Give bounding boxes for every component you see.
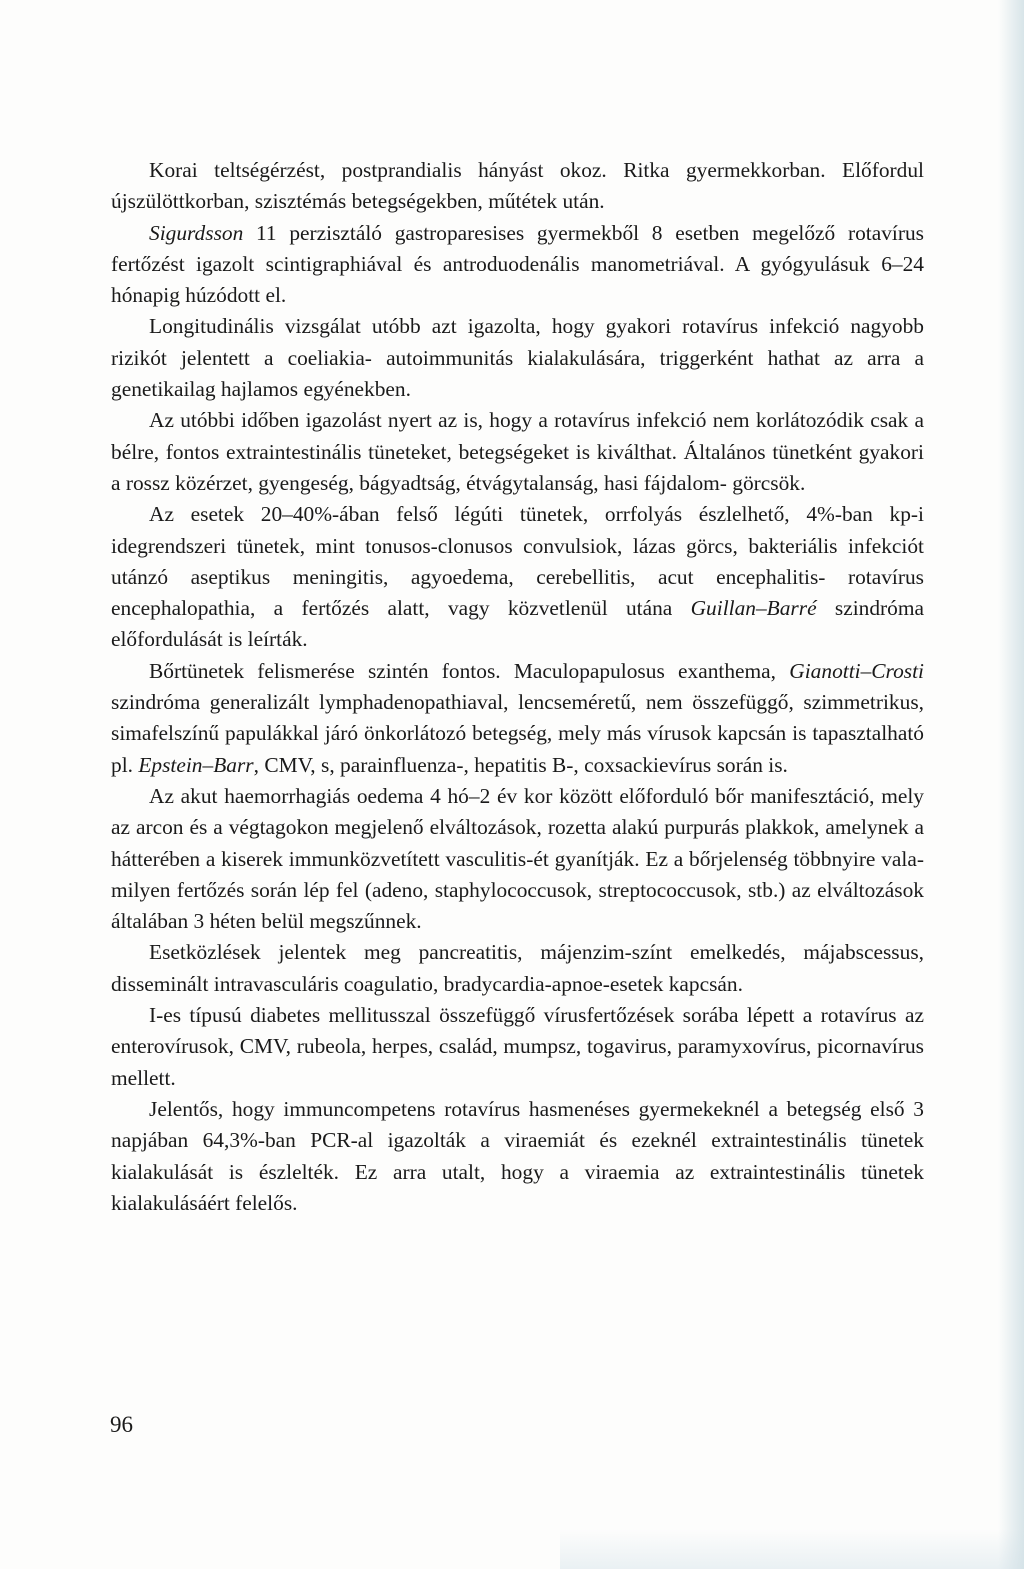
paragraph: [111, 1094, 924, 1219]
paragraph: [111, 311, 924, 405]
paragraph: [111, 155, 924, 218]
paragraph-text: Bőrtünetek felismerése szintén fontos. Maculopapulosus exanthema,: [149, 658, 790, 683]
page-bottom-shadow: [560, 1529, 1024, 1569]
paragraph: [111, 1000, 924, 1094]
paragraph: [111, 405, 924, 499]
paragraph-text: I-es típusú diabetes mellitusszal összefüggő vírusfertőzések sorába lépett a rotavírus az enterovírusok, CMV, rubeola, herpes, család, mumpsz, togavirus, paramyxovírus, picornavírus mellett.: [111, 1003, 924, 1090]
paragraph-text: 11 perzisztáló gastroparesises gyermekből 8 esetben megelőző rotavírus fertőzést igazolt scintigraphiával és antroduodenális manometriával. A gyógyulásuk 6–24 hónapig húzódott el.: [111, 220, 924, 308]
paragraph-text: Az utóbbi időben igazolást nyert az is, hogy a rotavírus infekció nem korlátozódik csak a bélre, fontos extraintestinális tüneteket, betegségeket is kiválthat. Általános tünetként gyakori a rossz közérzet, gyengeség, bágyadtság, étvágytalanság, hasi fájdalom- görcsök.: [111, 408, 924, 495]
paragraph: [111, 937, 924, 1000]
italic-name-text: Epstein–Barr: [138, 752, 254, 777]
paragraph: [111, 218, 924, 312]
paragraph: [111, 781, 924, 937]
paragraph: [111, 656, 924, 781]
paragraph-text: Longitudinális vizsgálat utóbb azt igazolta, hogy gyakori rotavírus infekció nagyobb rizikót jelentett a coeliakia- autoimmunitás kialakulására, triggerként hathat az arra a genetikailag hajlamos egyénekben.: [111, 314, 924, 402]
italic-name-text: Guillan–Barré: [690, 596, 817, 621]
paragraph: [111, 499, 924, 655]
italic-name-text: Sigurdsson: [149, 220, 244, 245]
body-text: [111, 155, 924, 1219]
paragraph-text: szindróma generalizált lymphadenopathiaval, lencseméretű, nem összefüggő, szimmetrikus, simafelszínű papulákkal járó önkorlátozó betegség, mely más vírusok kapcsán is tapasztalható pl.: [111, 690, 924, 777]
page-edge-shadow: [998, 0, 1024, 1569]
paragraph-text: Az esetek 20–40%-ában felső légúti tünetek, orrfolyás észlelhető, 4%-ban kp-i idegrendszeri tünetek, mint tonusos-clonusos convulsiok, lázas görcs, bakteriális infekciót utánzó aseptikus meningitis, agyoedema, cerebellitis, acut encephalitis- rotavírus encephalopathia, a fertőzés alatt, vagy közvetlenül utána: [111, 502, 924, 621]
italic-name-text: Gianotti–Crosti: [789, 658, 924, 683]
paragraph-text: Korai teltségérzést, postprandialis hányást okoz. Ritka gyermekkorban. Előfordul újszülöttkorban, szisztémás betegségekben, műtétek után.: [111, 158, 924, 214]
paragraph-text: , CMV, s, parainfluenza-, hepatitis B-, coxsackievírus során is.: [253, 752, 788, 777]
paragraph-text: Esetközlések jelentek meg pancreatitis, májenzim-színt emelkedés, májabscessus, disseminált intravasculáris coagulatio, bradycardia-apnoe-esetek kapcsán.: [111, 940, 924, 996]
paragraph-text: Az akut haemorrhagiás oedema 4 hó–2 év kor között előforduló bőr manifesztáció, mely az arcon és a végtagokon megjelenő elváltozások, rozetta alakú purpurás plakkok, amelynek a hátterében a kiserek immunközvetített vasculitis-ét gyanítják. Ez a bőrjelenség többnyire valamilyen fertőzés során lép fel (adeno, staphylococcusok, streptococcusok, stb.) az elváltozások általában 3 héten belül megszűnnek.: [111, 783, 924, 934]
page-number: 96: [110, 1412, 133, 1437]
paragraph-text: szindróma előfordulását is leírták.: [111, 596, 925, 652]
paragraph-text: Jelentős, hogy immuncompetens rotavírus hasmenéses gyermekeknél a betegség első 3 napjában 64,3%-ban PCR-al igazolták a viraemiát és ezeknél extraintestinális tünetek kialakulását is észlelték. Ez arra utalt, hogy a viraemia az extraintestinális tünetek kialakulásáért felelős.: [111, 1096, 924, 1215]
